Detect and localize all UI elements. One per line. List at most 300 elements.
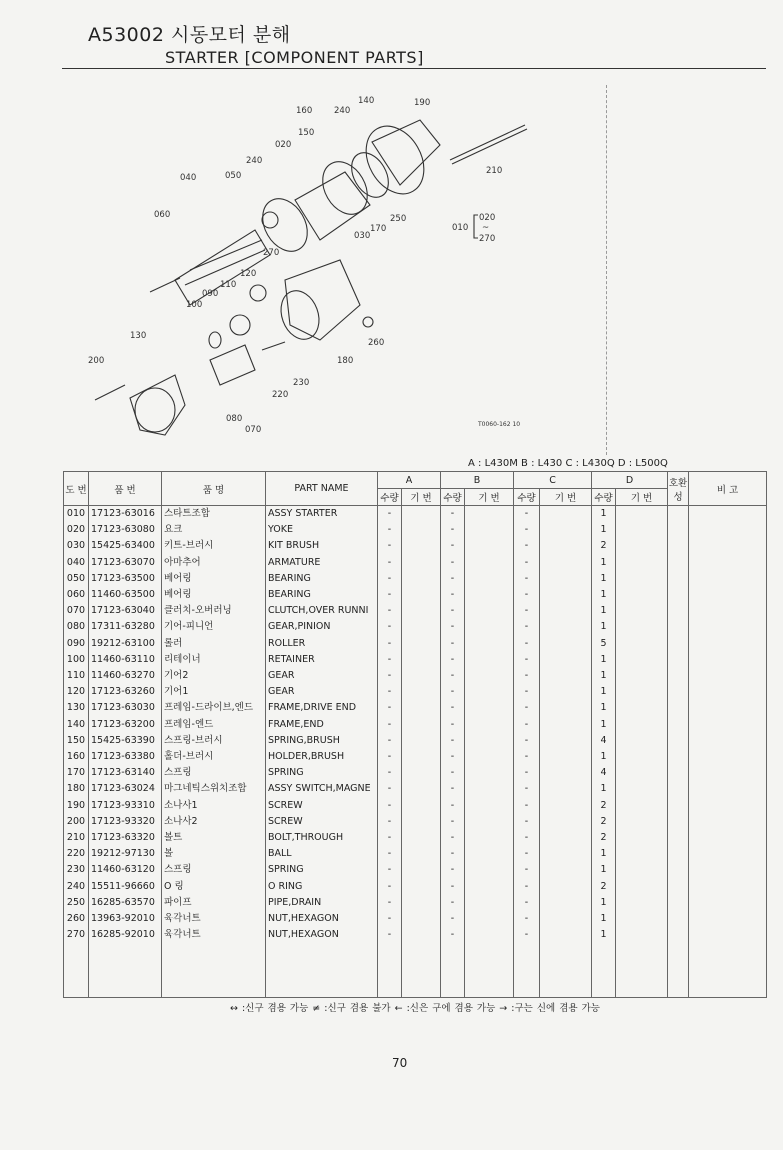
cell-empty [689,733,767,749]
callout-label: 220 [272,390,289,400]
cell-empty [465,619,514,635]
cell-ref: 190 [64,798,89,814]
cell-empty [465,538,514,554]
table-row [64,798,767,814]
cell-ref: 200 [64,814,89,830]
cell-empty [402,765,441,781]
cell-empty [668,749,689,765]
cell-d: 2 [592,830,616,846]
cell-ref: 250 [64,895,89,911]
cell-b: - [441,830,465,846]
callout-label: 160 [296,106,313,116]
cell-b: - [441,911,465,927]
cell-empty [668,717,689,733]
cell-empty [689,749,767,765]
cell-c: - [514,538,540,554]
col-name-kr: 품 명 [162,472,266,506]
cell-empty [540,652,592,668]
parts-table [63,471,767,998]
col-group-d: D [592,472,668,489]
col-group-b: B [441,472,514,489]
col-qty: 수량 [441,489,465,506]
cell-ref: 050 [64,571,89,587]
cell-d: 1 [592,571,616,587]
callout-label: 240 [334,106,351,116]
cell-c: - [514,927,540,943]
cell-name-en: PIPE,DRAIN [266,895,378,911]
cell-empty [402,587,441,603]
table-row [64,652,767,668]
table-row [64,555,767,571]
col-qty: 수량 [592,489,616,506]
cell-c: - [514,571,540,587]
cell-b: - [441,862,465,878]
part-yoke [295,172,370,240]
cell-empty [616,814,668,830]
cell-d: 1 [592,781,616,797]
cell-name-en: ASSY STARTER [266,506,378,523]
cell-empty [402,862,441,878]
cell-part-no: 17123-63070 [89,555,162,571]
cell-name-kr: O 링 [162,879,266,895]
cell-empty [402,652,441,668]
cell-b: - [441,587,465,603]
part-magnetic-switch [285,260,360,340]
cell-empty [540,506,592,523]
col-ref: 도 번 [64,472,89,506]
diagram-code: T0060-162 10 [478,421,521,428]
cell-a: - [378,879,402,895]
col-remarks: 비 고 [689,472,767,506]
cell-name-kr: 스프링 [162,862,266,878]
cell-b: - [441,636,465,652]
cell-name-kr: 볼 [162,846,266,862]
cell-part-no: 15511-96660 [89,879,162,895]
table-row [64,636,767,652]
cell-d: 1 [592,749,616,765]
callout-label: 230 [293,378,310,388]
part-o-ring [344,146,396,204]
cell-b: - [441,798,465,814]
cell-ref: 240 [64,879,89,895]
cell-empty [689,781,767,797]
table-row [64,619,767,635]
cell-name-en: BEARING [266,571,378,587]
cell-empty [540,619,592,635]
cell-name-en: FRAME,DRIVE END [266,700,378,716]
cell-empty [616,668,668,684]
cell-name-en: GEAR,PINION [266,619,378,635]
cell-empty [668,587,689,603]
table-row [64,749,767,765]
cell-empty [592,943,616,998]
table-row [64,911,767,927]
cell-a: - [378,700,402,716]
cell-empty [668,862,689,878]
cell-empty [540,717,592,733]
col-qty: 수량 [378,489,402,506]
cell-d: 1 [592,652,616,668]
cell-a: - [378,830,402,846]
cell-empty [540,603,592,619]
cell-empty [402,555,441,571]
cell-empty [540,927,592,943]
cell-empty [402,733,441,749]
cell-empty [540,522,592,538]
cell-a: - [378,814,402,830]
cell-name-kr: 아마추어 [162,555,266,571]
cell-empty [616,895,668,911]
cell-ref: 230 [64,862,89,878]
cell-ref: 260 [64,911,89,927]
cell-empty [465,749,514,765]
cell-name-kr: 홀더-브러시 [162,749,266,765]
cell-empty [465,911,514,927]
cell-name-en: NUT,HEXAGON [266,927,378,943]
table-row [64,668,767,684]
cell-empty [402,749,441,765]
cell-ref: 080 [64,619,89,635]
callout-label: 180 [337,356,354,366]
cell-empty [616,846,668,862]
cell-empty [402,603,441,619]
cell-empty [616,717,668,733]
cell-b: - [441,571,465,587]
cell-name-kr: 스프링-브러시 [162,733,266,749]
cell-empty [540,668,592,684]
cell-empty [689,765,767,781]
cell-ref: 120 [64,684,89,700]
cell-a: - [378,603,402,619]
cell-name-en: SPRING [266,862,378,878]
cell-part-no: 17123-63080 [89,522,162,538]
page-number: 70 [392,1056,408,1070]
cell-empty [266,943,378,998]
cell-name-en: SCREW [266,798,378,814]
cell-empty [540,895,592,911]
cell-empty [668,927,689,943]
callout-label: 090 [202,289,219,299]
col-group-a: A [378,472,441,489]
cell-empty [616,781,668,797]
cell-empty [616,506,668,523]
cell-part-no: 17123-93320 [89,814,162,830]
cell-name-kr: 소나사1 [162,798,266,814]
cell-part-no: 17123-63030 [89,700,162,716]
cell-empty [402,668,441,684]
table-row [64,927,767,943]
part-gear [250,285,266,301]
cell-name-kr: 마그네틱스위치조합 [162,781,266,797]
cell-empty [465,733,514,749]
cell-c: - [514,684,540,700]
cell-empty [402,911,441,927]
callout-label: 130 [130,331,147,341]
cell-c: - [514,555,540,571]
table-row [64,587,767,603]
cell-part-no: 11460-63120 [89,862,162,878]
cell-empty [540,571,592,587]
cell-empty [402,506,441,523]
callout-label: 040 [180,173,197,183]
cell-b: - [441,733,465,749]
cell-empty [689,603,767,619]
cell-name-en: BEARING [266,587,378,603]
cell-empty [689,571,767,587]
cell-part-no: 15425-63390 [89,733,162,749]
cell-name-en: RETAINER [266,652,378,668]
cell-empty [668,943,689,998]
cell-ref: 030 [64,538,89,554]
cell-empty [689,798,767,814]
cell-name-en: BALL [266,846,378,862]
cell-empty [465,814,514,830]
cell-empty [689,846,767,862]
col-qty: 수량 [514,489,540,506]
cell-ref: 160 [64,749,89,765]
cell-a: - [378,636,402,652]
cell-c: - [514,895,540,911]
table-row [64,538,767,554]
cell-empty [689,943,767,998]
cell-d: 1 [592,506,616,523]
table-row [64,814,767,830]
cell-ref: 090 [64,636,89,652]
cell-part-no: 17123-63016 [89,506,162,523]
cell-b: - [441,700,465,716]
cell-empty [465,506,514,523]
table-row [64,879,767,895]
cell-c: - [514,506,540,523]
cell-empty [616,862,668,878]
cell-empty [689,814,767,830]
cell-empty [540,538,592,554]
cell-ref: 220 [64,846,89,862]
cell-empty [668,911,689,927]
cell-empty [668,846,689,862]
cell-empty [465,879,514,895]
cell-c: - [514,700,540,716]
cell-name-en: FRAME,END [266,717,378,733]
cell-empty [465,927,514,943]
cell-empty [668,700,689,716]
cell-empty [540,943,592,998]
cell-name-en: SPRING [266,765,378,781]
cell-name-kr: 리테이너 [162,652,266,668]
cell-c: - [514,668,540,684]
callout-label: 010 [452,223,469,233]
callout-label: 150 [298,128,315,138]
cell-name-kr: 스타트조합 [162,506,266,523]
cell-name-en: SPRING,BRUSH [266,733,378,749]
cell-empty [402,830,441,846]
cell-empty [465,781,514,797]
cell-ref: 170 [64,765,89,781]
cell-empty [465,684,514,700]
cell-c: - [514,652,540,668]
callout-label: 200 [88,356,105,366]
cell-empty [402,927,441,943]
table-row [64,765,767,781]
cell-c: - [514,765,540,781]
callout-label: 120 [240,269,257,279]
cell-empty [689,927,767,943]
cell-empty [465,555,514,571]
cell-ref: 130 [64,700,89,716]
cell-name-en: BOLT,THROUGH [266,830,378,846]
cell-b: - [441,765,465,781]
cell-empty [402,879,441,895]
cell-name-en: CLUTCH,OVER RUNNI [266,603,378,619]
cell-empty [616,522,668,538]
cell-d: 1 [592,603,616,619]
cell-c: - [514,636,540,652]
cell-empty [668,571,689,587]
cell-d: 1 [592,684,616,700]
cell-empty [402,798,441,814]
cell-empty [668,603,689,619]
page-title: A53002 시동모터 분해 [88,24,291,46]
cell-empty [689,619,767,635]
cell-a: - [378,555,402,571]
cell-name-en: ARMATURE [266,555,378,571]
cell-empty [162,943,266,998]
table-filler-row [64,943,767,998]
cell-b: - [441,846,465,862]
callout-label: 240 [246,156,263,166]
cell-empty [441,943,465,998]
table-row [64,506,767,523]
cell-name-kr: 프레임-드라이브,엔드 [162,700,266,716]
cell-empty [689,830,767,846]
cell-empty [616,700,668,716]
cell-name-kr: 소나사2 [162,814,266,830]
cell-d: 1 [592,911,616,927]
cell-empty [402,700,441,716]
cell-name-en: YOKE [266,522,378,538]
cell-c: - [514,749,540,765]
table-row [64,571,767,587]
callout-label: 030 [354,231,371,241]
callout-label: 190 [414,98,431,108]
cell-ref: 140 [64,717,89,733]
cell-b: - [441,717,465,733]
cell-empty [689,717,767,733]
cell-empty [689,879,767,895]
cell-empty [668,879,689,895]
callout-label: 080 [226,414,243,424]
cell-d: 1 [592,522,616,538]
table-row [64,522,767,538]
cell-c: - [514,862,540,878]
cell-empty [465,798,514,814]
part-clutch [210,345,255,385]
cell-part-no: 16285-63570 [89,895,162,911]
interchange-legend: ↔ :신구 겸용 가능 ≠ :신구 겸용 불가 ← :신은 구에 겸용 가능 → :구는 신에 겸용 가능 [230,1003,600,1014]
header-rule [62,68,766,69]
cell-empty [616,684,668,700]
callout-label: 110 [220,280,237,290]
cell-empty [540,814,592,830]
cell-empty [616,927,668,943]
cell-d: 1 [592,668,616,684]
cell-part-no: 19212-97130 [89,846,162,862]
cell-empty [616,798,668,814]
cell-b: - [441,927,465,943]
col-name-en: PART NAME [266,472,378,506]
cell-c: - [514,798,540,814]
cell-ref: 270 [64,927,89,943]
table-row [64,895,767,911]
cell-d: 1 [592,717,616,733]
callout-label: 210 [486,166,503,176]
cell-d: 1 [592,700,616,716]
cell-empty [89,943,162,998]
cell-empty [540,862,592,878]
cell-empty [668,798,689,814]
cell-name-kr: 베어링 [162,587,266,603]
cell-empty [402,717,441,733]
cell-name-kr: 롤러 [162,636,266,652]
cell-empty [465,765,514,781]
callout-label: 250 [390,214,407,224]
cell-b: - [441,781,465,797]
table-row [64,717,767,733]
cell-c: - [514,619,540,635]
cell-d: 2 [592,538,616,554]
callout-label: 060 [154,210,171,220]
table-row [64,830,767,846]
cell-b: - [441,538,465,554]
cell-empty [616,749,668,765]
cell-c: - [514,830,540,846]
cell-ref: 070 [64,603,89,619]
cell-empty [540,781,592,797]
cell-part-no: 17311-63280 [89,619,162,635]
cell-part-no: 16285-92010 [89,927,162,943]
cell-empty [668,506,689,523]
cell-a: - [378,522,402,538]
cell-empty [465,571,514,587]
cell-a: - [378,895,402,911]
part-bolt [450,125,525,160]
table-row [64,862,767,878]
cell-a: - [378,911,402,927]
cell-part-no: 17123-93310 [89,798,162,814]
exploded-view-diagram [0,80,620,440]
cell-part-no: 11460-63270 [89,668,162,684]
cell-empty [402,571,441,587]
cell-part-no: 17123-63500 [89,571,162,587]
cell-empty [668,895,689,911]
cell-empty [668,555,689,571]
cell-part-no: 17123-63380 [89,749,162,765]
callout-label: 260 [368,338,385,348]
cell-c: - [514,717,540,733]
cell-name-kr: 베어링 [162,571,266,587]
cell-name-en: ROLLER [266,636,378,652]
cell-empty [668,538,689,554]
cell-a: - [378,587,402,603]
cell-a: - [378,781,402,797]
page-subtitle: STARTER [COMPONENT PARTS] [165,48,424,67]
table-row [64,700,767,716]
part-screw [95,385,125,400]
cell-a: - [378,668,402,684]
cell-b: - [441,522,465,538]
cell-name-kr: 프레임-엔드 [162,717,266,733]
cell-empty [689,636,767,652]
